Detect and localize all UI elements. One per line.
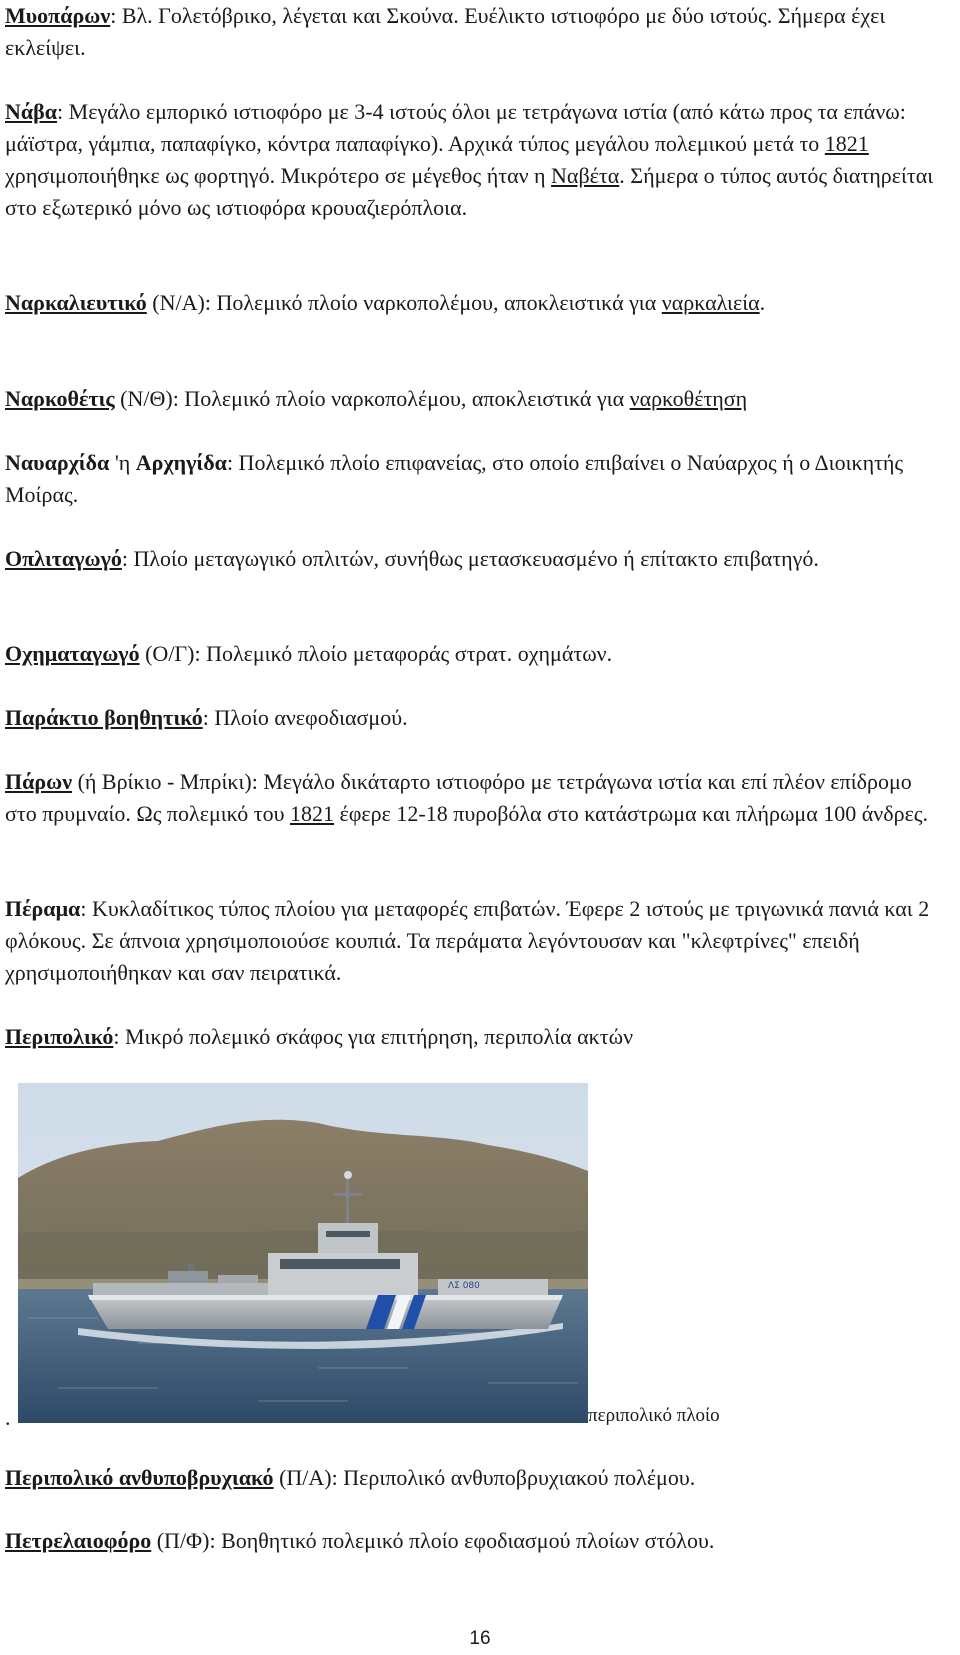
term-oplitagogo: Οπλιταγωγό <box>5 546 122 571</box>
definition-narkothetis: (Ν/Θ): Πολεμικό πλοίο ναρκοπολέμου, αποκλειστικά για <box>114 386 630 411</box>
link-1821[interactable]: 1821 <box>824 131 869 156</box>
hull-number: ΛΣ 080 <box>448 1281 480 1291</box>
link-narkalieia[interactable]: ναρκαλιεία <box>661 290 760 315</box>
entry-paraktio <box>5 702 940 734</box>
definition-paraktio: : Πλοίο ανεφοδιασμού. <box>202 705 408 730</box>
page-number: 16 <box>469 1628 491 1649</box>
entry-myoparon <box>5 0 940 64</box>
term-narkothetis: Ναρκοθέτις <box>5 386 115 411</box>
link-narkothetisi[interactable]: ναρκοθέτηση <box>629 386 748 411</box>
term-paron: Πάρων <box>5 769 73 794</box>
term-perama: Πέραμα <box>5 896 81 921</box>
photo-dot: . <box>5 1405 11 1430</box>
definition-navarchida: : Πολεμικό πλοίο επιφανείας, στο οποίο επιβαίνει ο Ναύαρχος ή ο Διοικητής Μοίρας. <box>5 450 904 507</box>
definition-narkalieftiko: (Ν/Α): Πολεμικό πλοίο ναρκοπολέμου, αποκλειστικά για <box>146 290 662 315</box>
definition-petrelaioforo: (Π/Φ): Βοηθητικό πολεμικό πλοίο εφοδιασμού πλοίων στόλου. <box>151 1528 715 1553</box>
definition-nava-1: : Μεγάλο εμπορικό ιστιοφόρο με 3-4 ιστούς όλοι με τετράγωνα ιστία (από κάτω προς τα επάνω: μάϊστρα, γάμπια, παπαφίγκο, κόντρα παπαφίγκο). Αρχικά τύπος μεγάλου πολεμικού μετά το <box>5 99 906 156</box>
term-peripoliko-anthypovrychiako: Περιπολικό ανθυποβρυχιακό <box>5 1465 274 1490</box>
link-1821-paron[interactable]: 1821 <box>290 801 334 826</box>
entry-ochimatagogo <box>5 638 940 670</box>
term-myoparon: Μυοπάρων <box>5 3 111 28</box>
entry-paron <box>5 766 940 830</box>
entry-nava <box>5 96 940 224</box>
term-paraktio: Παράκτιο βοηθητικό <box>5 705 203 730</box>
definition-peripoliko: : Μικρό πολεμικό σκάφος για επιτήρηση, περιπολία ακτών <box>113 1024 634 1049</box>
definition-myoparon: : Βλ. Γολετόβρικο, λέγεται και Σκούνα. Ευέλικτο ιστιοφόρο με δύο ιστούς. Σήμερα έχει εκλείψει. <box>5 3 886 60</box>
entry-narkalieftiko <box>5 287 940 319</box>
entry-oplitagogo <box>5 543 940 575</box>
term-navarchida: Ναυαρχίδα <box>5 450 110 475</box>
definition-peripoliko-anthypovrychiako: (Π/Α): Περιπολικό ανθυποβρυχιακού πολέμου. <box>273 1465 696 1490</box>
definition-paron-2: έφερε 12-18 πυροβόλα στο κατάστρωμα και πλήρωμα 100 άνδρες. <box>334 801 929 826</box>
term-archigida: Αρχηγίδα <box>135 450 227 475</box>
term-petrelaioforo: Πετρελαιοφόρο <box>5 1528 152 1553</box>
entry-petrelaioforo <box>5 1525 940 1557</box>
entry-navarchida <box>5 447 940 511</box>
entry-narkothetis <box>5 383 940 415</box>
definition-paron-1: (ή Βρίκιο - Μπρίκι): Μεγάλο δικάταρτο ιστιοφόρο με τετράγωνα ιστία και επί πλέον επίδρομο στο πρυμναίο. Ως πολεμικό του <box>5 769 912 826</box>
entry-perama <box>5 893 940 989</box>
definition-ochimatagogo: (Ο/Γ): Πολεμικό πλοίο μεταφοράς στρατ. οχημάτων. <box>139 641 613 666</box>
link-naveta[interactable]: Ναβέτα <box>551 163 620 188</box>
term-joiner: 'η <box>109 450 136 475</box>
term-ochimatagogo: Οχηματαγωγό <box>5 641 140 666</box>
definition-nava-3: . Σήμερα ο τύπος αυτός διατηρείται στο εξωτερικό μόνο ως ιστιοφόρα κρουαζιερόπλοια. <box>5 163 934 220</box>
term-nava: Νάβα <box>5 99 58 124</box>
definition-nava-2: χρησιμοποιήθηκε ως φορτηγό. Μικρότερο σε μέγεθος ήταν η <box>5 163 552 188</box>
photo-caption: περιπολικό πλοίο <box>588 1405 720 1426</box>
definition-oplitagogo: : Πλοίο μεταγωγικό οπλιτών, συνήθως μετασκευασμένο ή επίτακτο επιβατηγό. <box>121 546 819 571</box>
entry-peripoliko <box>5 1021 940 1053</box>
term-narkalieftiko: Ναρκαλιευτικό <box>5 290 147 315</box>
definition-narkalieftiko-end: . <box>759 290 766 315</box>
entry-peripoliko-anthypovrychiako <box>5 1462 940 1494</box>
patrol-boat-photo <box>18 1083 588 1423</box>
term-peripoliko: Περιπολικό <box>5 1024 114 1049</box>
definition-perama: : Κυκλαδίτικος τύπος πλοίου για μεταφορές επιβατών. Έφερε 2 ιστούς με τριγωνικά πανιά και 2 φλόκους. Σε άπνοια χρησιμοποιούσε κουπιά. Τα περάματα λεγόντουσαν και "κλεφτρίνες" επειδή χρησιμοποιήθηκαν και σαν πειρατικά. <box>5 896 930 985</box>
